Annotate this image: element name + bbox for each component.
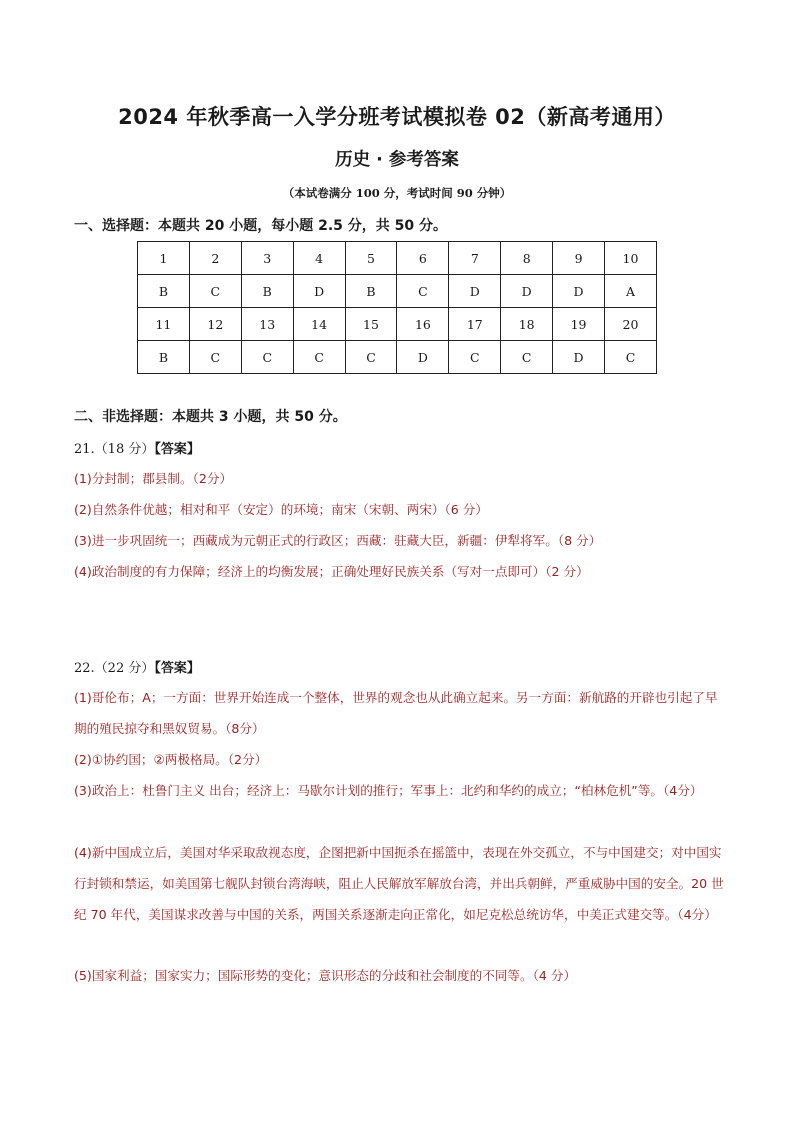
table-cell: 6 (397, 242, 449, 275)
page-subtitle: 历史 · 参考答案 (335, 150, 459, 170)
table-cell: 11 (138, 308, 190, 341)
q21-answer-4: (4)政治制度的有力保障；经济上的均衡发展；正确处理好民族关系（写对一点即可）（2 分） (74, 564, 589, 579)
table-cell: 18 (501, 308, 553, 341)
answer-tag: 【答案】 (154, 442, 200, 457)
table-cell: B (138, 275, 190, 308)
question-22-heading (74, 657, 200, 676)
table-cell: 8 (501, 242, 553, 275)
table-cell: 16 (397, 308, 449, 341)
table-cell: 5 (345, 242, 397, 275)
q22-answer-1: (1)哥伦布；A；一方面：世界开始连成一个整体，世界的观念也从此确立起来。另一方面：新航路的开辟也引起了早期的殖民掠夺和黑奴贸易。（8分） (74, 690, 718, 736)
table-cell: 20 (605, 308, 657, 341)
table-cell: 3 (241, 242, 293, 275)
table-cell: C (397, 275, 449, 308)
table-cell: C (189, 275, 241, 308)
table-cell: 7 (449, 242, 501, 275)
choice-answer-table (137, 241, 657, 374)
table-cell: D (449, 275, 501, 308)
table-row (138, 242, 657, 275)
table-cell: D (501, 275, 553, 308)
q21-answer-2: (2)自然条件优越；相对和平（安定）的环境；南宋（宋朝、两宋）（6 分） (74, 502, 488, 517)
table-cell: 9 (553, 242, 605, 275)
section-1-heading: 一、选择题：本题共 20 小题，每小题 2.5 分，共 50 分。 (74, 218, 448, 234)
table-cell: D (553, 341, 605, 374)
q22-answer-4: (4)新中国成立后，美国对华采取敌视态度，企图把新中国扼杀在摇篮中，表现在外交孤立，不与中国建交；对中国实行封锁和禁运，如美国第七舰队封锁台湾海峡，阻止人民解放军解放台湾，并出兵朝鲜，严重威胁中国的安全。20 世纪 70 年代，美国谋求改善与中国的关系，两国关系逐渐走向正常化，如尼克松总统访华，中美正式建交等。（4分） (74, 845, 724, 922)
q21-answer-3: (3)进一步巩固统一；西藏成为元朝正式的行政区；西藏：驻藏大臣，新疆：伊犁将军。（8 分） (74, 533, 602, 548)
q22-answer-3: (3)政治上：杜鲁门主义 出台；经济上：马歇尔计划的推行；军事上：北约和华约的成立；“柏林危机”等。（4分） (74, 783, 703, 798)
table-cell: 2 (189, 242, 241, 275)
table-cell: B (241, 275, 293, 308)
table-cell: C (345, 341, 397, 374)
exam-note: （本试卷满分 100 分，考试时间 90 分钟） (282, 186, 512, 200)
question-number: 22.（22 分） (74, 661, 155, 676)
table-cell: A (605, 275, 657, 308)
table-cell: D (397, 341, 449, 374)
question-number: 21.（18 分） (74, 442, 155, 457)
table-row (138, 308, 657, 341)
q22-answer-2: (2)①协约国；②两极格局。（2分） (74, 752, 268, 767)
table-cell: B (345, 275, 397, 308)
table-cell: C (449, 341, 501, 374)
answer-tag: 【答案】 (154, 661, 200, 676)
table-cell: D (293, 275, 345, 308)
table-cell: D (553, 275, 605, 308)
section-2-heading: 二、非选择题：本题共 3 小题，共 50 分。 (74, 409, 347, 425)
table-cell: 19 (553, 308, 605, 341)
table-cell: 13 (241, 308, 293, 341)
q21-answer-1: (1)分封制；郡县制。（2分） (74, 471, 233, 486)
table-cell: C (241, 341, 293, 374)
table-row (138, 275, 657, 308)
table-cell: 10 (605, 242, 657, 275)
question-21-heading (74, 438, 200, 457)
table-cell: 12 (189, 308, 241, 341)
table-cell: 1 (138, 242, 190, 275)
table-cell: B (138, 341, 190, 374)
table-cell: C (293, 341, 345, 374)
q22-answer-5: (5)国家利益；国家实力；国际形势的变化；意识形态的分歧和社会制度的不同等。（4 分） (74, 968, 577, 983)
table-cell: C (189, 341, 241, 374)
table-cell: C (605, 341, 657, 374)
table-cell: 14 (293, 308, 345, 341)
table-cell: C (501, 341, 553, 374)
table-row (138, 341, 657, 374)
table-cell: 15 (345, 308, 397, 341)
table-cell: 17 (449, 308, 501, 341)
page-title: 2024 年秋季高一入学分班考试模拟卷 02（新高考通用） (118, 105, 676, 129)
table-cell: 4 (293, 242, 345, 275)
